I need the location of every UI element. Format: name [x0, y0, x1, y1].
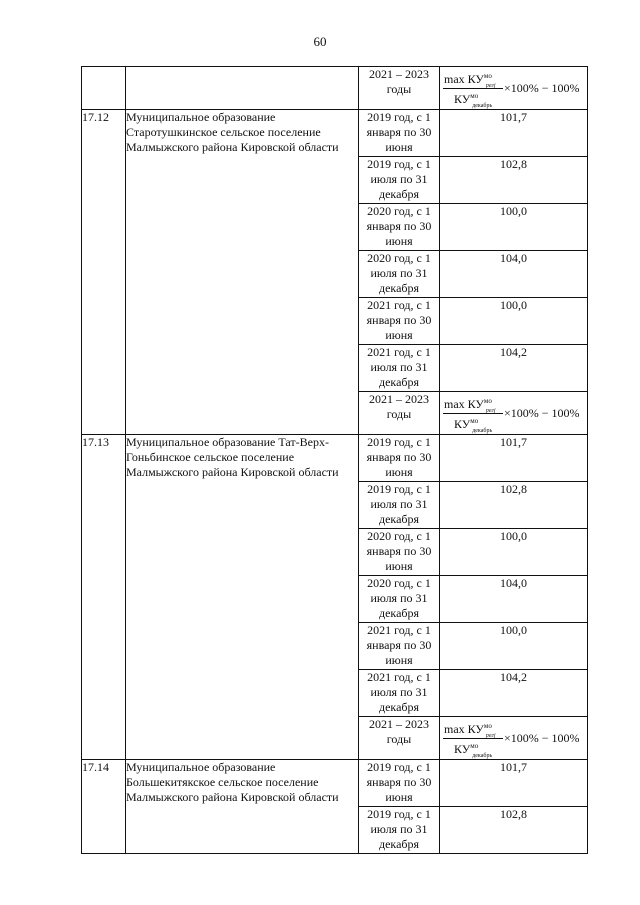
table-row [82, 435, 588, 482]
value-cell: 101,7 [440, 435, 588, 482]
period-cell: 2019 год, с 1 января по 30 июня [359, 110, 440, 157]
formula [440, 392, 587, 434]
formula-denominator: $КУ^{мо}_{декабрь}$ [454, 742, 493, 759]
period-cell: 2021 год, с 1 января по 30 июня [359, 298, 440, 345]
value-cell: 102,8 [440, 807, 588, 854]
formula-cell [440, 717, 588, 760]
formula-tail: ×100% − 100% [504, 406, 580, 420]
period-cell: 2021 год, с 1 июля по 31 декабря [359, 670, 440, 717]
value-cell: 104,2 [440, 670, 588, 717]
period-cell: 2019 год, с 1 июля по 31 декабря [359, 157, 440, 204]
value-cell: 104,0 [440, 576, 588, 623]
value-cell: 104,2 [440, 345, 588, 392]
formula-numerator: $\max КУ^{мо}_{регj}$ [444, 722, 496, 739]
section-number: 17.14 [82, 760, 126, 854]
period-cell: 2021 – 2023 годы [359, 392, 440, 435]
period-cell: 2021 год, с 1 января по 30 июня [359, 623, 440, 670]
value-cell: 102,8 [440, 157, 588, 204]
section-number: 17.13 [82, 435, 126, 760]
table-body [82, 67, 588, 854]
table-row-continuation [82, 67, 588, 110]
period-cell: 2020 год, с 1 июля по 31 декабря [359, 251, 440, 298]
cell-number [82, 67, 126, 110]
period-cell: 2019 год, с 1 июля по 31 декабря [359, 482, 440, 529]
formula-numerator: $\max КУ^{мо}_{регj}$ [444, 72, 496, 89]
formula-tail: ×100% − 100% [504, 81, 580, 95]
period-cell: 2019 год, с 1 января по 30 июня [359, 760, 440, 807]
cell-period: 2021 – 2023 годы [359, 67, 440, 110]
period-cell: 2020 год, с 1 января по 30 июня [359, 529, 440, 576]
table-row [82, 760, 588, 807]
value-cell: 101,7 [440, 110, 588, 157]
formula [440, 717, 587, 759]
period-cell: 2019 год, с 1 января по 30 июня [359, 435, 440, 482]
period-cell: 2020 год, с 1 июля по 31 декабря [359, 576, 440, 623]
formula-numerator: $\max КУ^{мо}_{регj}$ [444, 397, 496, 414]
cell-name [126, 67, 359, 110]
value-cell: 102,8 [440, 482, 588, 529]
period-cell: 2021 – 2023 годы [359, 717, 440, 760]
formula-denominator: $КУ^{мо}_{декабрь}$ [454, 417, 493, 434]
formula [440, 67, 587, 109]
table-row [82, 110, 588, 157]
value-cell: 100,0 [440, 204, 588, 251]
formula-denominator: $КУ^{мо}_{декабрь}$ [454, 92, 493, 109]
municipality-name: Муниципальное образование Большекитякское сельское поселение Малмыжского района Кировской области [126, 760, 359, 854]
tariff-table [81, 66, 588, 854]
formula-tail: ×100% − 100% [504, 731, 580, 745]
value-cell: 104,0 [440, 251, 588, 298]
page-number: 60 [313, 34, 327, 49]
municipality-name: Муниципальное образование Тат-Верх-Гоньбинское сельское поселение Малмыжского района Кировской области [126, 435, 359, 760]
value-cell: 100,0 [440, 298, 588, 345]
section-number: 17.12 [82, 110, 126, 435]
cell-formula [440, 67, 588, 110]
value-cell: 100,0 [440, 623, 588, 670]
value-cell: 101,7 [440, 760, 588, 807]
period-cell: 2019 год, с 1 июля по 31 декабря [359, 807, 440, 854]
period-cell: 2020 год, с 1 января по 30 июня [359, 204, 440, 251]
municipality-name: Муниципальное образование Старотушкинское сельское поселение Малмыжского района Кировской области [126, 110, 359, 435]
formula-cell [440, 392, 588, 435]
value-cell: 100,0 [440, 529, 588, 576]
period-cell: 2021 год, с 1 июля по 31 декабря [359, 345, 440, 392]
